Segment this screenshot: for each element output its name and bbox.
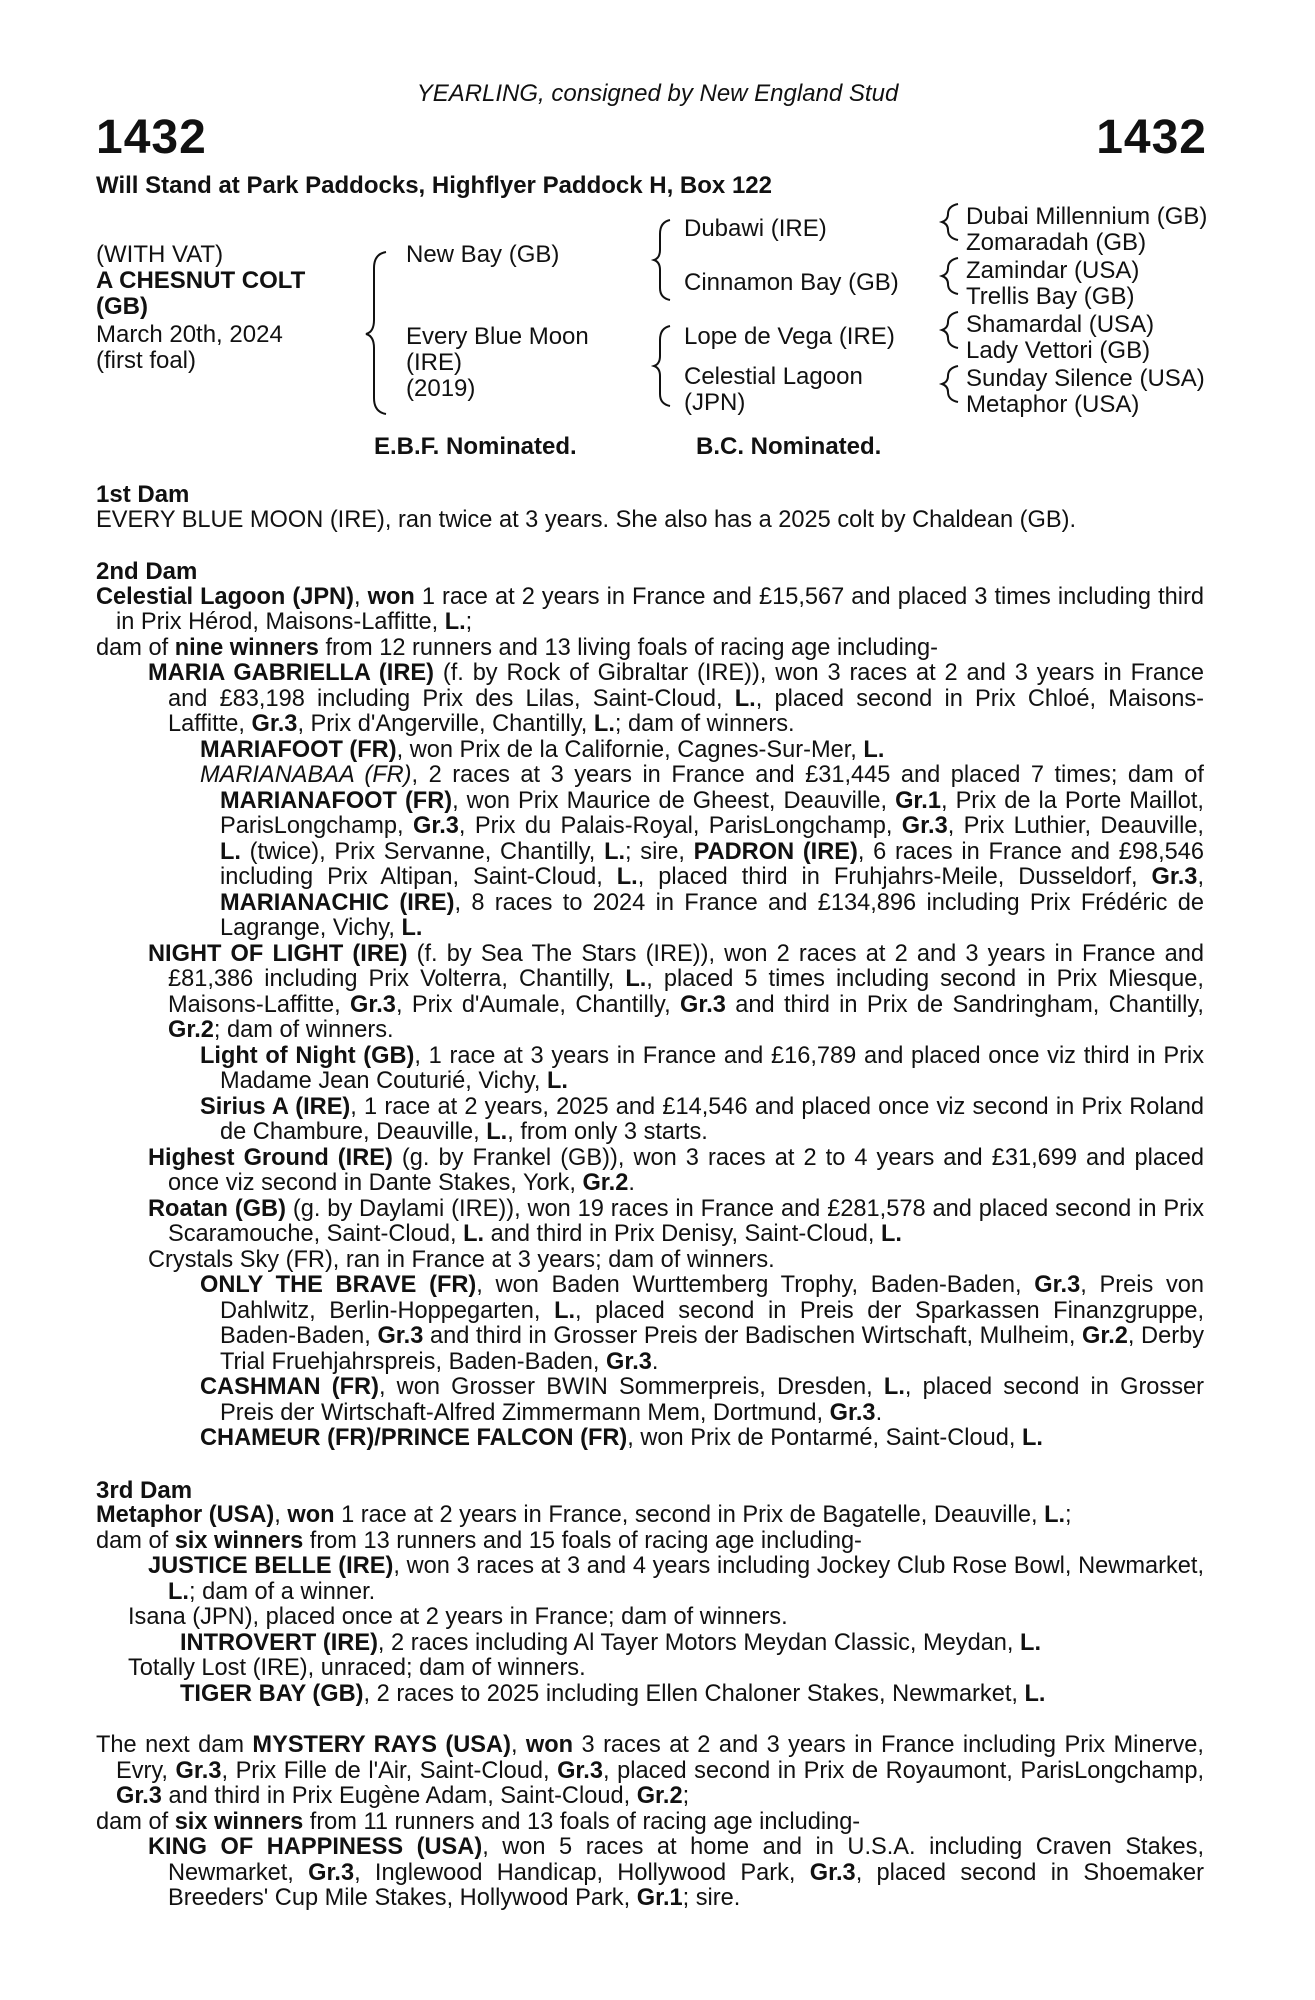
produce-only-the-brave: ONLY THE BRAVE (FR), won Baden Wurttemberg Trophy, Baden-Baden, Gr.3, Preis von Dahlwitz, Berlin-Hoppegarten, L., placed second in Preis der Sparkassen Finanzgruppe, Baden-Baden, Gr.3 and third in Grosser Preis der Badischen Wirtschaft, Mulheim, Gr.2, Derby Trial Fruehjahrspreis, Baden-Baden, Gr.3. <box>200 1272 1204 1375</box>
dams-dam: Celestial Lagoon <box>684 363 863 390</box>
produce-cashman: CASHMAN (FR), won Grosser BWIN Sommerpreis, Dresden, L., placed second in Grosser Preis der Wirtschaft-Alfred Zimmermann Mem, Dortmund, Gr.3. <box>200 1374 1205 1426</box>
dam-year: (2019) <box>406 375 476 402</box>
gen3-sss: Dubai Millennium (GB) <box>966 203 1208 230</box>
sires-dam: Cinnamon Bay (GB) <box>684 269 899 296</box>
dam-name: Every Blue Moon <box>406 323 589 350</box>
bc-nominated: B.C. Nominated. <box>696 433 882 460</box>
gen3-sdd: Trellis Bay (GB) <box>966 283 1135 310</box>
vat-note: (WITH VAT) <box>96 241 224 268</box>
horse-origin: (GB) <box>96 293 148 320</box>
next-dam-entry: The next dam MYSTERY RAYS (USA), won 3 races at 2 and 3 years in France including Prix Minerve, Evry, Gr.3, Prix Fille de l'Air, Saint-Cloud, Gr.3, placed second in Prix de Royaumont, ParisLongchamp, Gr.3 and third in Prix Eugène Adam, Saint-Cloud, Gr.2; <box>96 1732 1205 1809</box>
produce-mariafoot: MARIAFOOT (FR), won Prix de la Californie, Cagnes-Sur-Mer, L. <box>200 736 885 763</box>
dams-sire: Lope de Vega (IRE) <box>684 323 895 350</box>
third-dam-heading: 3rd Dam <box>96 1476 193 1504</box>
stand-location: Will Stand at Park Paddocks, Highflyer Paddock H, Box 122 <box>96 172 772 199</box>
second-dam-produce-intro: dam of nine winners from 12 runners and 13 living foals of racing age including- <box>96 634 938 661</box>
third-dam-entry: Metaphor (USA), won 1 race at 2 years in France, second in Prix de Bagatelle, Deauville, L.; <box>96 1502 1072 1528</box>
lot-number-right: 1432 <box>1096 111 1207 164</box>
produce-chameur: CHAMEUR (FR)/PRINCE FALCON (FR), won Prix de Pontarmé, Saint-Cloud, L. <box>200 1425 1043 1451</box>
produce-night-of-light: NIGHT OF LIGHT (IRE) (f. by Sea The Stars (IRE)), won 2 races at 2 and 3 years in France and £81,386 including Prix Volterra, Chantilly, L., placed 5 times including second in Prix Miesque, Maisons-Laffitte, Gr.3, Prix d'Aumale, Chantilly, Gr.3 and third in Prix de Sandringham, Chantilly, Gr.2; dam of winners. <box>148 940 1204 1043</box>
gen3-dds: Sunday Silence (USA) <box>966 365 1205 392</box>
lot-number-left: 1432 <box>96 111 207 164</box>
produce-introvert: INTROVERT (IRE), 2 races including Al Tayer Motors Meydan Classic, Meydan, L. <box>180 1629 1042 1656</box>
gen3-dsd: Lady Vettori (GB) <box>966 337 1151 364</box>
sire-name: New Bay (GB) <box>406 241 560 268</box>
produce-light-of-night: Light of Night (GB), 1 race at 3 years in France and £16,789 and placed once viz third in Prix Madame Jean Couturié, Vichy, L. <box>200 1042 1204 1094</box>
brace-ds <box>942 312 958 348</box>
produce-sirius-a: Sirius A (IRE), 1 race at 2 years, 2025 and £14,546 and placed once viz second in Prix Roland de Chambure, Deauville, L., from only 3 starts. <box>200 1093 1204 1145</box>
gen3-ddd: Metaphor (USA) <box>966 391 1140 418</box>
second-dam-heading: 2nd Dam <box>96 558 198 585</box>
second-dam-entry: Celestial Lagoon (JPN), won 1 race at 2 years in France and £15,567 and placed 3 times including third in Prix Hérod, Maisons-Laffitte, L.; <box>96 583 1205 635</box>
next-dam-produce-intro: dam of six winners from 11 runners and 13 foals of racing age including- <box>96 1808 861 1835</box>
dam-origin: (IRE) <box>406 349 462 376</box>
consignment-line: YEARLING, consigned by New England Stud <box>416 80 899 107</box>
produce-king-of-happiness: KING OF HAPPINESS (USA), won 5 races at home and in U.S.A. including Craven Stakes, Newmarket, Gr.3, Inglewood Handicap, Hollywood Park, Gr.3, placed second in Shoemaker Breeders' Cup Mile Stakes, Hollywood Park, Gr.1; sire. <box>148 1834 1205 1911</box>
gen3-ssd: Zomaradah (GB) <box>966 229 1147 256</box>
produce-tiger-bay: TIGER BAY (GB), 2 races to 2025 including Ellen Chaloner Stakes, Newmarket, L. <box>180 1680 1046 1707</box>
first-foal-note: (first foal) <box>96 347 197 374</box>
catalogue-body <box>96 482 1204 1912</box>
brace-ss <box>942 204 958 240</box>
dams-dam-origin: (JPN) <box>684 389 746 416</box>
third-dam-produce-intro: dam of six winners from 13 runners and 15 foals of racing age including- <box>96 1527 862 1554</box>
produce-maria-gabriella: MARIA GABRIELLA (IRE) (f. by Rock of Gibraltar (IRE)), won 3 races at 2 and 3 years in France and £83,198 including Prix des Lilas, Saint-Cloud, L., placed second in Prix Chloé, Maisons-Laffitte, Gr.3, Prix d'Angerville, Chantilly, L.; dam of winners. <box>148 660 1204 737</box>
brace-sire <box>654 220 670 300</box>
produce-highest-ground: Highest Ground (IRE) (g. by Frankel (GB)), won 3 races at 2 to 4 years and £31,699 and placed once viz second in Dante Stakes, York, Gr.2. <box>148 1144 1204 1196</box>
first-dam-text: EVERY BLUE MOON (IRE), ran twice at 3 years. She also has a 2025 colt by Chaldean (GB). <box>96 506 1077 533</box>
brace-dam <box>654 326 670 406</box>
produce-totally-lost: Totally Lost (IRE), unraced; dam of winners. <box>128 1655 586 1681</box>
produce-justice-belle: JUSTICE BELLE (IRE), won 3 races at 3 and 4 years including Jockey Club Rose Bowl, Newmarket, L.; dam of a winner. <box>148 1553 1204 1605</box>
gen3-dss: Shamardal (USA) <box>966 311 1155 338</box>
produce-roatan: Roatan (GB) (g. by Daylami (IRE)), won 19 races in France and £281,578 and placed second in Prix Scaramouche, Saint-Cloud, L. and third in Prix Denisy, Saint-Cloud, L. <box>148 1195 1204 1247</box>
horse-description: A CHESNUT COLT <box>96 267 306 294</box>
sires-sire: Dubawi (IRE) <box>684 215 827 242</box>
ebf-nominated: E.B.F. Nominated. <box>374 433 577 460</box>
produce-crystals-sky: Crystals Sky (FR), ran in France at 3 years; dam of winners. <box>148 1246 775 1273</box>
brace-dd <box>942 366 958 402</box>
foaling-date: March 20th, 2024 <box>96 321 283 348</box>
gen3-sds: Zamindar (USA) <box>966 257 1140 284</box>
produce-isana: Isana (JPN), placed once at 2 years in France; dam of winners. <box>128 1604 788 1630</box>
brace-sd <box>942 258 958 294</box>
first-dam-heading: 1st Dam <box>96 481 190 508</box>
brace-main <box>366 252 386 414</box>
produce-marianabaa: MARIANABAA (FR), 2 races at 3 years in France and £31,445 and placed 7 times; dam of MARIANAFOOT (FR), won Prix Maurice de Gheest, Deauville, Gr.1, Prix de la Porte Maillot, ParisLongchamp, Gr.3, Prix du Palais-Royal, ParisLongchamp, Gr.3, Prix Luthier, Deauville, L. (twice), Prix Servanne, Chantilly, L.; sire, PADRON (IRE), 6 races in France and £98,546 including Prix Altipan, Saint-Cloud, L., placed third in Fruhjahrs-Meile, Dusseldorf, Gr.3, MARIANACHIC (IRE), 8 races to 2024 in France and £134,896 including Prix Frédéric de Lagrange, Vichy, L. <box>200 762 1204 941</box>
